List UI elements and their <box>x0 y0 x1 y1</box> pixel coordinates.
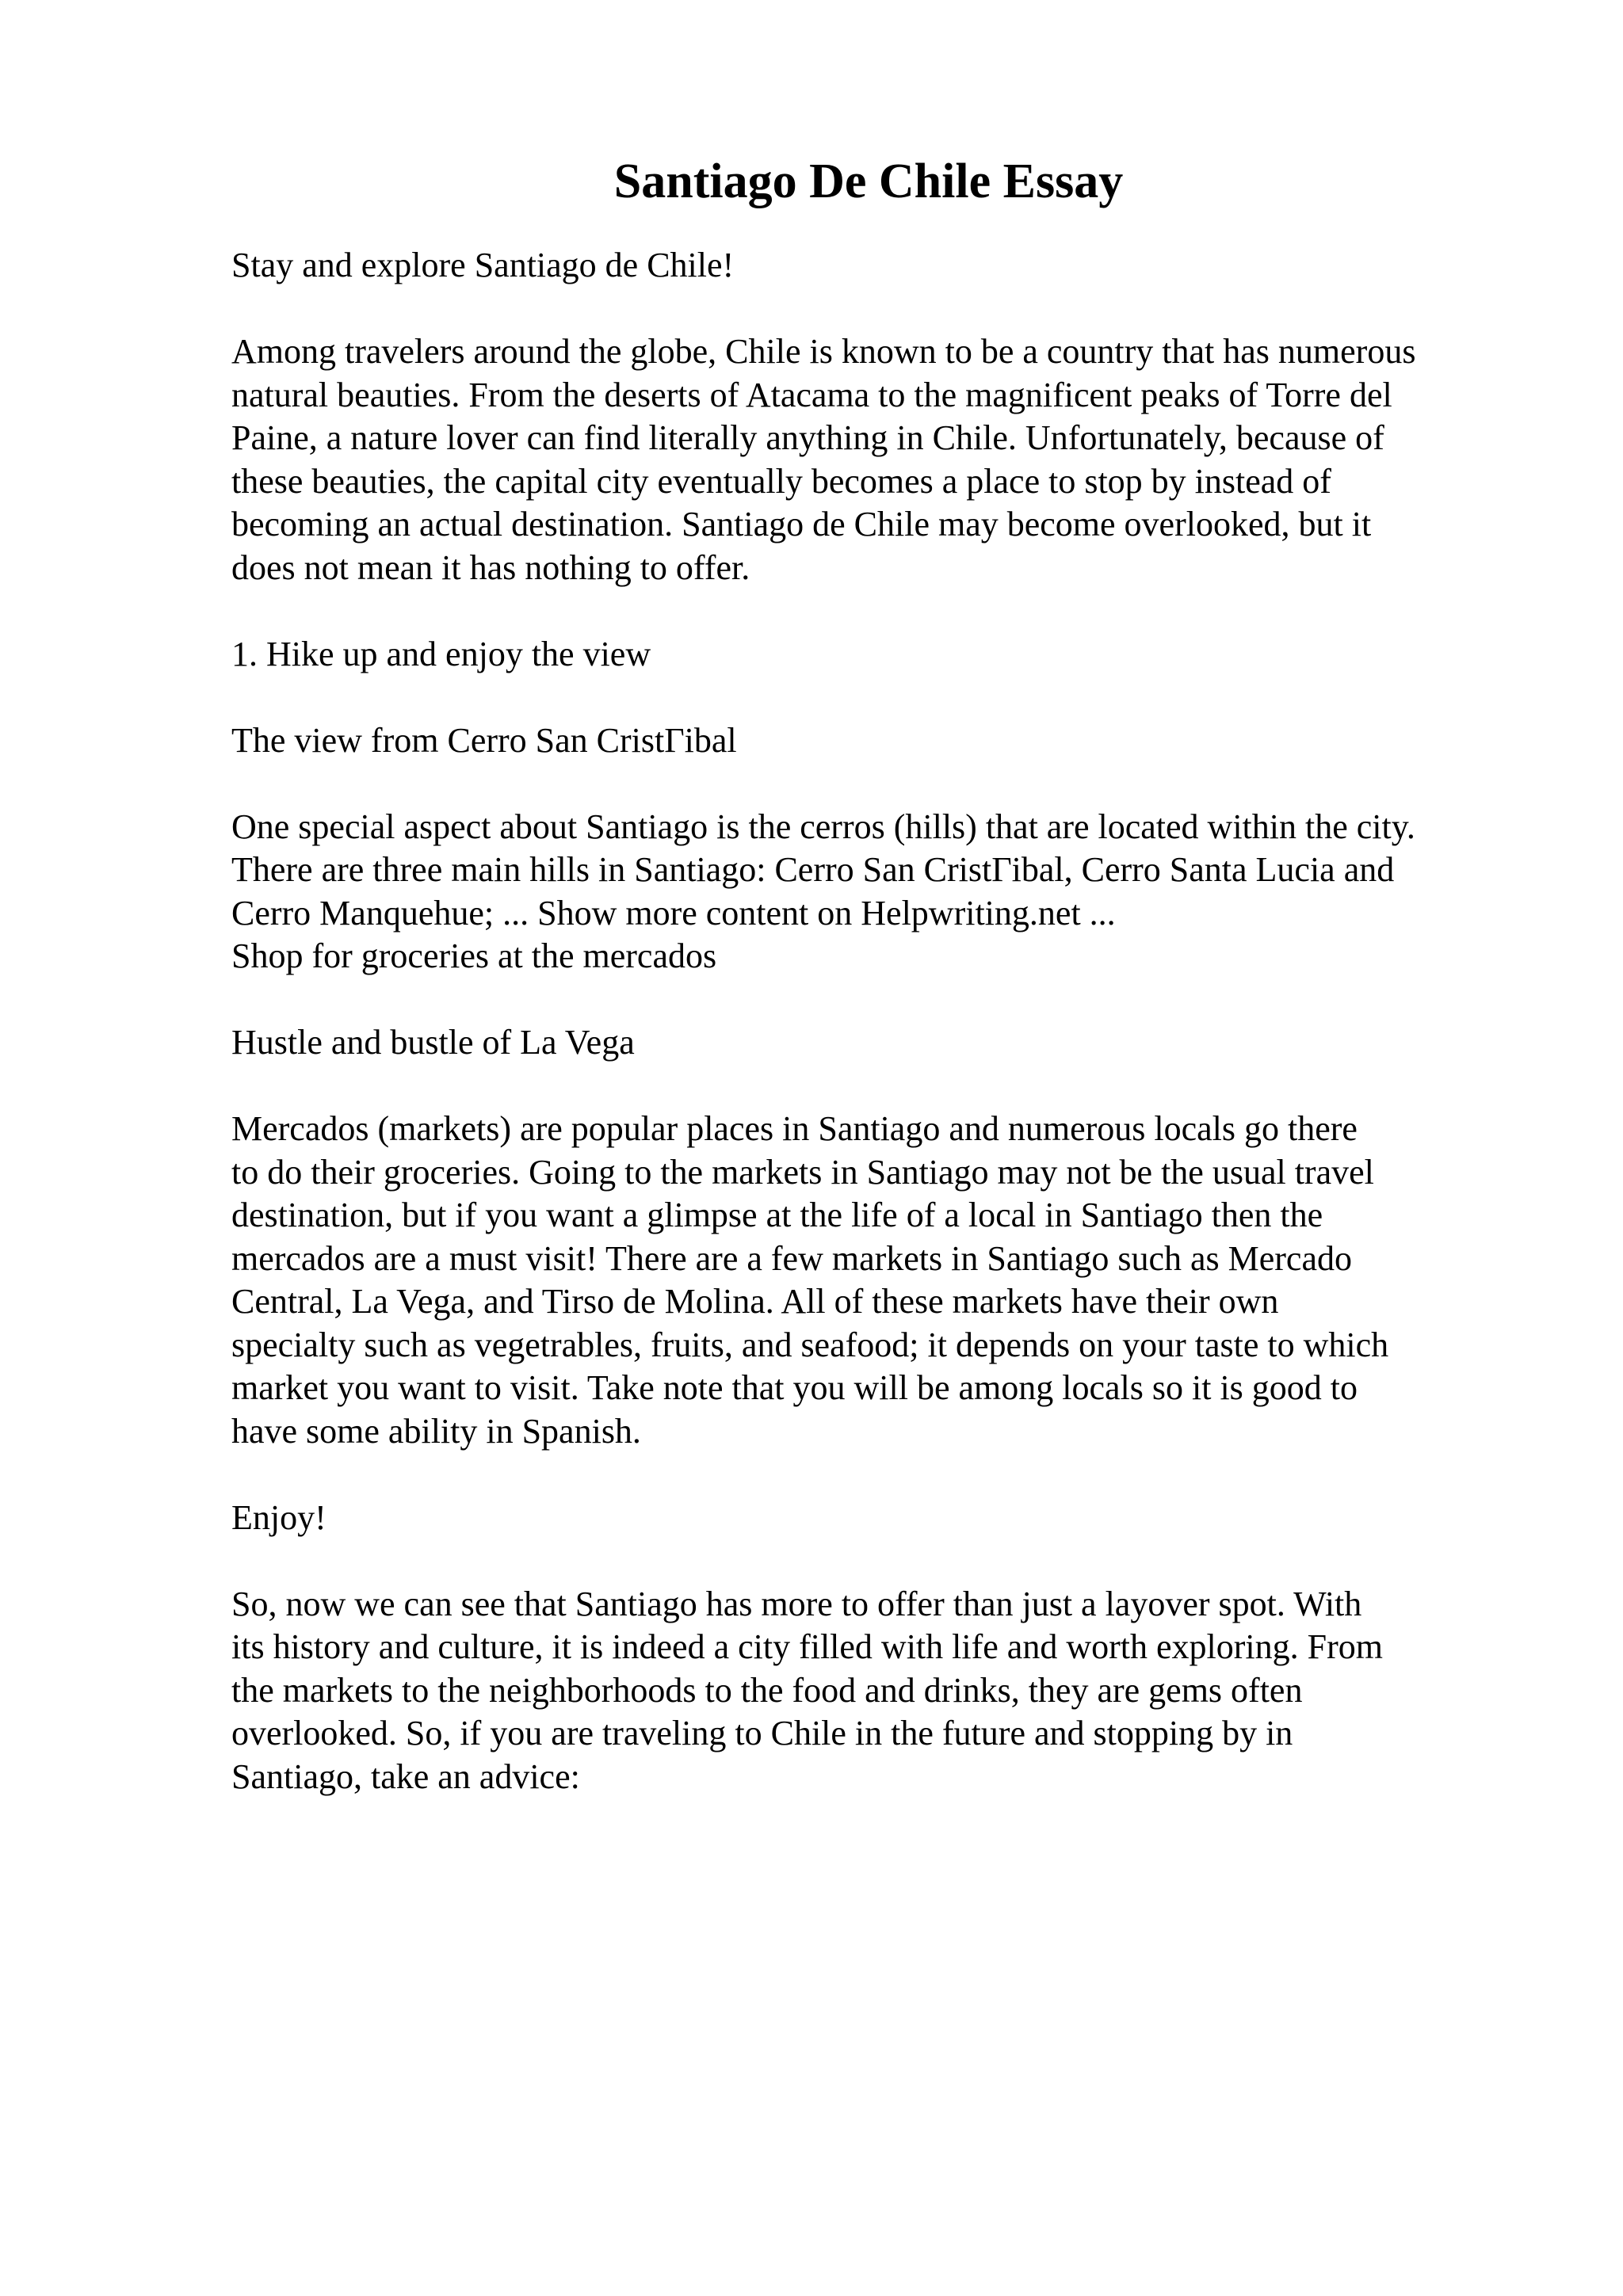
text-line: Shop for groceries at the mercados <box>231 936 717 975</box>
paragraph-mercados <box>231 1108 1579 1453</box>
text-line: 1. Hike up and enjoy the view <box>231 634 651 673</box>
text-line: the markets to the neighborhoods to the food and drinks, they are gems often <box>231 1670 1303 1710</box>
paragraph-chile-overview <box>231 330 1579 589</box>
text-line: Cerro Manquehue; ... Show more content on Helpwriting.net ... <box>231 893 1116 933</box>
subheading-enjoy <box>231 1497 1579 1540</box>
text-line: Paine, a nature lover can find literally anything in Chile. Unfortunately, because of <box>231 418 1384 457</box>
text-line: Among travelers around the globe, Chile is known to be a country that has numerous <box>231 332 1416 371</box>
text-line: mercados are a must visit! There are a few markets in Santiago such as Mercado <box>231 1238 1352 1278</box>
text-line: becoming an actual destination. Santiago de Chile may become overlooked, but it <box>231 505 1372 543</box>
text-line: One special aspect about Santiago is the cerros (hills) that are located within the city. <box>231 807 1415 846</box>
section-heading-hike <box>231 633 1579 677</box>
text-line: Enjoy! <box>231 1497 327 1537</box>
text-line: these beauties, the capital city eventually becomes a place to stop by instead of <box>231 461 1331 501</box>
subheading-view <box>231 719 1579 763</box>
text-line: Central, La Vega, and Tirso de Molina. All of these markets have their own <box>231 1282 1279 1321</box>
document-body <box>231 244 1579 1798</box>
paragraph-intro <box>231 244 1579 288</box>
text-line: its history and culture, it is indeed a city filled with life and worth exploring. From <box>231 1627 1383 1666</box>
text-line: There are three main hills in Santiago: Cerro San CristΓibal, Cerro Santa Lucia and <box>231 850 1395 889</box>
document-title: Santiago De Chile Essay <box>613 154 1124 208</box>
text-line: destination, but if you want a glimpse at the life of a local in Santiago then the <box>231 1196 1323 1234</box>
text-line: Stay and explore Santiago de Chile! <box>231 246 735 284</box>
paragraph-cerros <box>231 806 1579 978</box>
text-line: Mercados (markets) are popular places in Santiago and numerous locals go there <box>231 1109 1358 1148</box>
text-line: have some ability in Spanish. <box>231 1411 641 1451</box>
subheading-la-vega <box>231 1021 1579 1065</box>
text-line: The view from Cerro San CristΓibal <box>231 720 737 760</box>
text-line: to do their groceries. Going to the markets in Santiago may not be the usual travel <box>231 1152 1374 1192</box>
text-line: does not mean it has nothing to offer. <box>231 547 750 587</box>
text-line: market you want to visit. Take note that you will be among locals so it is good to <box>231 1368 1358 1407</box>
paragraph-conclusion <box>231 1583 1579 1799</box>
text-line: So, now we can see that Santiago has more to offer than just a layover spot. With <box>231 1584 1362 1623</box>
text-line: specialty such as vegetrables, fruits, and seafood; it depends on your taste to which <box>231 1325 1389 1364</box>
text-line: overlooked. So, if you are traveling to Chile in the future and stopping by in <box>231 1714 1293 1753</box>
text-line: natural beauties. From the deserts of Atacama to the magnificent peaks of Torre del <box>231 375 1392 414</box>
text-line: Hustle and bustle of La Vega <box>231 1023 635 1062</box>
text-line: Santiago, take an advice: <box>231 1756 580 1796</box>
